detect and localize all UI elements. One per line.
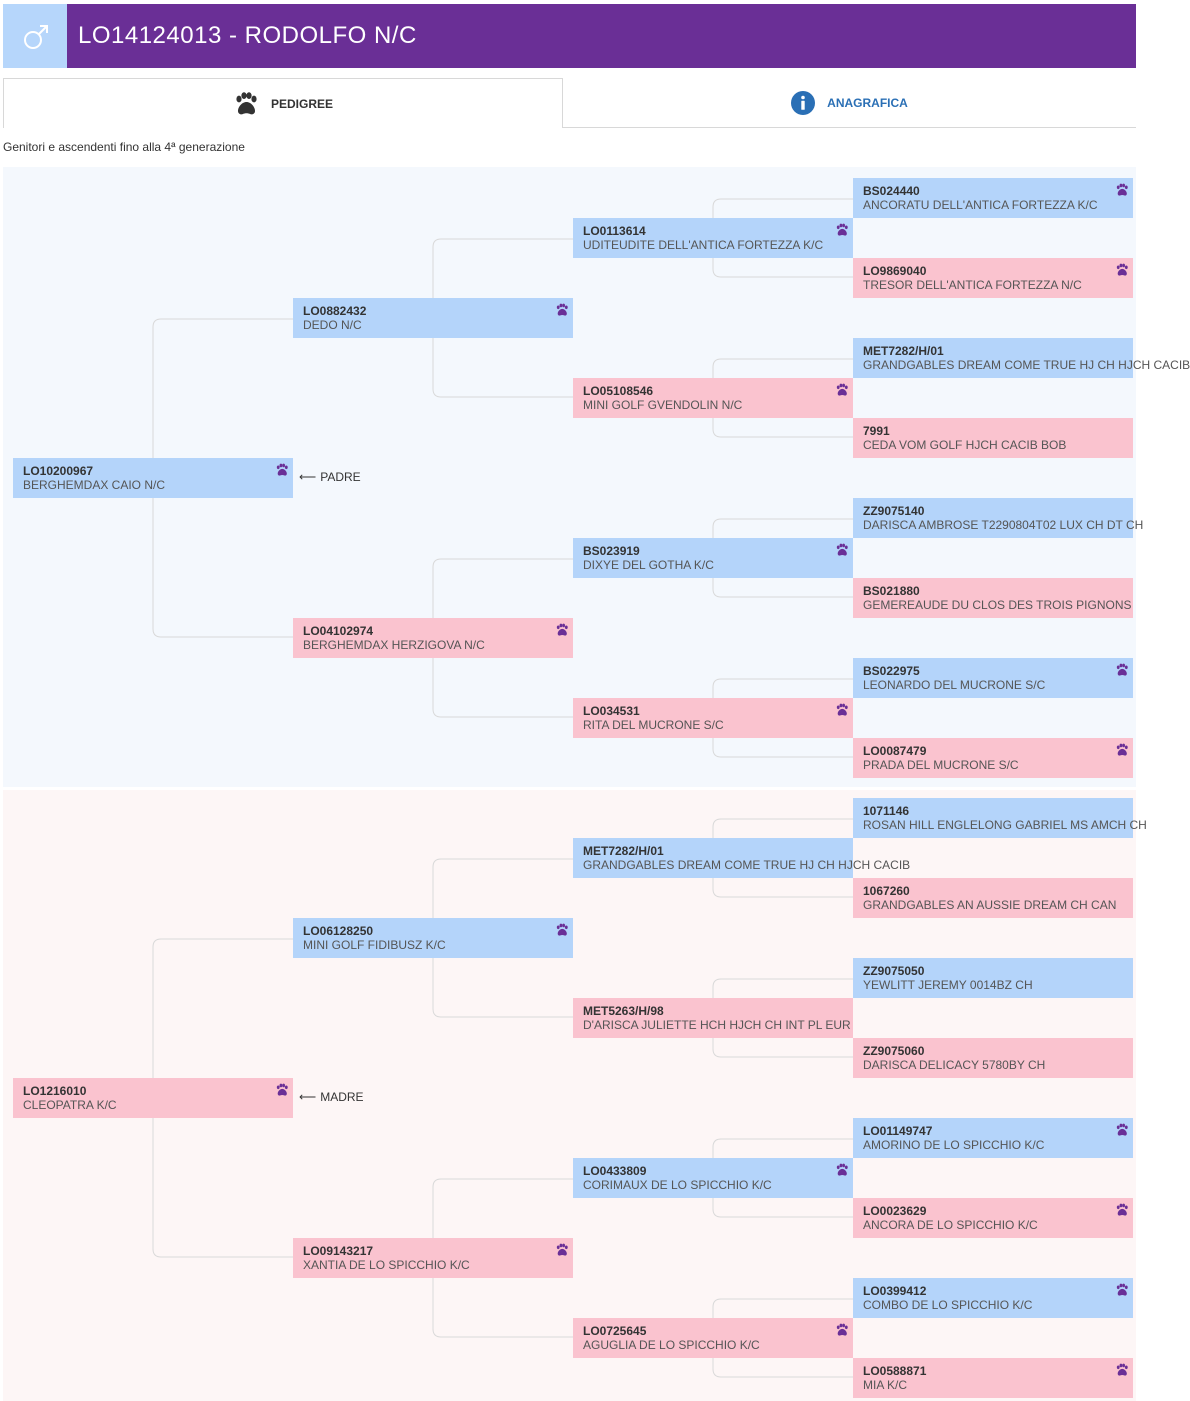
dog-registration-code: LO034531 [583, 704, 640, 718]
pedigree-node-gen3[interactable] [573, 1158, 853, 1198]
dog-registration-code: 7991 [863, 424, 890, 438]
dog-name: DARISCA AMBROSE T2290804T02 LUX CH DT CH [863, 518, 1144, 532]
dog-registration-code: BS022975 [863, 664, 920, 678]
pedigree-node-gen4[interactable] [853, 1358, 1133, 1398]
pedigree-node-gen4[interactable] [853, 658, 1133, 698]
dog-name: GRANDGABLES DREAM COME TRUE HJ CH HJCH CACIB [583, 858, 911, 872]
dog-name: BERGHEMDAX HERZIGOVA N/C [303, 638, 485, 652]
dog-name: GEMEREAUDE DU CLOS DES TROIS PIGNONS [863, 598, 1132, 612]
dog-registration-code: LO01149747 [863, 1124, 933, 1138]
paw-icon[interactable] [835, 543, 849, 562]
dog-name: ANCORA DE LO SPICCHIO K/C [863, 1218, 1038, 1232]
dog-name: YEWLITT JEREMY 0014BZ CH [863, 978, 1033, 992]
paw-icon[interactable] [835, 1323, 849, 1342]
pedigree-node-gen2[interactable] [293, 298, 573, 338]
pedigree-node-gen4[interactable] [853, 738, 1133, 778]
dog-registration-code: ZZ9075140 [863, 504, 925, 518]
dog-registration-code: LO0725645 [583, 1324, 647, 1338]
dog-name: ROSAN HILL ENGLELONG GABRIEL MS AMCH CH [863, 818, 1147, 832]
pedigree-node-gen2[interactable] [293, 618, 573, 658]
dog-registration-code: 1067260 [863, 884, 910, 898]
sire-label-text: PADRE [320, 470, 361, 484]
dog-name: GRANDGABLES AN AUSSIE DREAM CH CAN [863, 898, 1117, 912]
dog-registration-code: LO0113614 [583, 224, 646, 238]
arrow-left-icon: ⟵ [299, 1090, 317, 1104]
pedigree-node-gen4[interactable] [853, 1038, 1133, 1078]
dog-name: CORIMAUX DE LO SPICCHIO K/C [583, 1178, 772, 1192]
pedigree-node-gen2[interactable] [293, 1238, 573, 1278]
pedigree-node-gen1[interactable] [13, 458, 293, 498]
paw-icon[interactable] [1115, 1203, 1129, 1222]
pedigree-node-gen3[interactable] [573, 698, 853, 738]
pedigree-node-gen4[interactable] [853, 1118, 1133, 1158]
dog-name: ANCORATU DELL'ANTICA FORTEZZA K/C [863, 198, 1098, 212]
paw-icon[interactable] [1115, 1363, 1129, 1382]
dog-registration-code: LO0023629 [863, 1204, 927, 1218]
tab-anagrafica-label: ANAGRAFICA [827, 95, 908, 110]
pedigree-node-gen1[interactable] [13, 1078, 293, 1118]
paw-icon[interactable] [1115, 663, 1129, 682]
dog-name: D'ARISCA JULIETTE HCH HJCH CH INT PL EUR [583, 1018, 851, 1032]
dam-label-text: MADRE [320, 1090, 364, 1104]
paw-icon[interactable] [1115, 183, 1129, 202]
arrow-left-icon: ⟵ [299, 470, 317, 484]
paw-icon[interactable] [835, 703, 849, 722]
dog-name: BERGHEMDAX CAIO N/C [23, 478, 166, 492]
paw-icon[interactable] [555, 303, 569, 322]
dog-registration-code: LO0882432 [303, 304, 367, 318]
dog-registration-code: LO09143217 [303, 1244, 374, 1258]
dog-name: CLEOPATRA K/C [23, 1098, 117, 1112]
pedigree-node-gen3[interactable] [573, 1318, 853, 1358]
dog-registration-code: MET7282/H/01 [863, 344, 944, 358]
dog-name: DEDO N/C [303, 318, 362, 332]
pedigree-node-gen4[interactable] [853, 258, 1133, 298]
dog-registration-code: BS023919 [583, 544, 640, 558]
dog-name: AMORINO DE LO SPICCHIO K/C [863, 1138, 1045, 1152]
paw-icon[interactable] [835, 383, 849, 402]
pedigree-node-gen3[interactable] [573, 838, 911, 878]
pedigree-node-gen4[interactable] [853, 958, 1133, 998]
pedigree-node-gen4[interactable] [853, 1198, 1133, 1238]
dog-name: MINI GOLF FIDIBUSZ K/C [303, 938, 446, 952]
dog-name: PRADA DEL MUCRONE S/C [863, 758, 1019, 772]
paw-icon[interactable] [275, 1083, 289, 1102]
dog-name: GRANDGABLES DREAM COME TRUE HJ CH HJCH CACIB [863, 358, 1190, 372]
pedigree-node-gen4[interactable] [853, 1278, 1133, 1318]
paw-icon[interactable] [275, 463, 289, 482]
dog-name: UDITEUDITE DELL'ANTICA FORTEZZA K/C [583, 238, 824, 252]
dog-registration-code: MET7282/H/01 [583, 844, 664, 858]
dog-registration-code: LO0087479 [863, 744, 927, 758]
dog-name: AGUGLIA DE LO SPICCHIO K/C [583, 1338, 760, 1352]
dog-registration-code: LO05108546 [583, 384, 654, 398]
paw-icon[interactable] [555, 623, 569, 642]
dog-registration-code: ZZ9075050 [863, 964, 925, 978]
dog-registration-code: LO06128250 [303, 924, 374, 938]
paw-icon[interactable] [555, 1243, 569, 1262]
page-title: LO14124013 - RODOLFO N/C [78, 22, 417, 49]
dog-registration-code: LO04102974 [303, 624, 374, 638]
dog-registration-code: LO1216010 [23, 1084, 87, 1098]
dog-registration-code: LO0588871 [863, 1364, 927, 1378]
dog-registration-code: BS021880 [863, 584, 920, 598]
dog-name: CEDA VOM GOLF HJCH CACIB BOB [863, 438, 1067, 452]
dog-name: LEONARDO DEL MUCRONE S/C [863, 678, 1046, 692]
dog-name: RITA DEL MUCRONE S/C [583, 718, 724, 732]
pedigree-subtitle: Genitori e ascendenti fino alla 4ª generazione [3, 140, 245, 154]
dog-registration-code: BS024440 [863, 184, 920, 198]
pedigree-node-gen4[interactable] [853, 878, 1133, 918]
paw-icon[interactable] [555, 923, 569, 942]
sire-label [299, 470, 361, 484]
pedigree-node-gen4[interactable] [853, 418, 1133, 458]
pedigree-node-gen3[interactable] [573, 378, 853, 418]
dog-registration-code: MET5263/H/98 [583, 1004, 664, 1018]
paw-icon[interactable] [835, 1163, 849, 1182]
paw-icon[interactable] [1115, 743, 1129, 762]
dog-registration-code: LO9869040 [863, 264, 927, 278]
paw-icon[interactable] [835, 223, 849, 242]
dog-name: MIA K/C [863, 1378, 908, 1392]
dog-name: DARISCA DELICACY 5780BY CH [863, 1058, 1046, 1072]
pedigree-node-gen2[interactable] [293, 918, 573, 958]
dog-name: DIXYE DEL GOTHA K/C [583, 558, 714, 572]
dam-label [299, 1090, 364, 1104]
paw-icon[interactable] [1115, 263, 1129, 282]
dog-name: TRESOR DELL'ANTICA FORTEZZA N/C [863, 278, 1082, 292]
pedigree-node-gen4[interactable] [853, 178, 1133, 218]
dog-registration-code: LO0433809 [583, 1164, 647, 1178]
paw-icon[interactable] [1115, 1123, 1129, 1142]
dog-name: COMBO DE LO SPICCHIO K/C [863, 1298, 1033, 1312]
dog-registration-code: LO0399412 [863, 1284, 927, 1298]
dog-name: XANTIA DE LO SPICCHIO K/C [303, 1258, 470, 1272]
pedigree-node-gen4[interactable] [853, 338, 1190, 378]
dog-registration-code: 1071146 [863, 804, 910, 818]
dog-registration-code: LO10200967 [23, 464, 94, 478]
paw-icon[interactable] [1115, 1283, 1129, 1302]
tab-pedigree-label: PEDIGREE [270, 96, 333, 111]
pedigree-node-gen3[interactable] [573, 538, 853, 578]
pedigree-node-gen4[interactable] [853, 798, 1147, 838]
dog-registration-code: ZZ9075060 [863, 1044, 925, 1058]
dog-name: MINI GOLF GVENDOLIN N/C [583, 398, 743, 412]
pedigree-node-gen3[interactable] [573, 998, 853, 1038]
pedigree-node-gen3[interactable] [573, 218, 853, 258]
pedigree-node-gen4[interactable] [853, 498, 1144, 538]
pedigree-node-gen4[interactable] [853, 578, 1133, 618]
